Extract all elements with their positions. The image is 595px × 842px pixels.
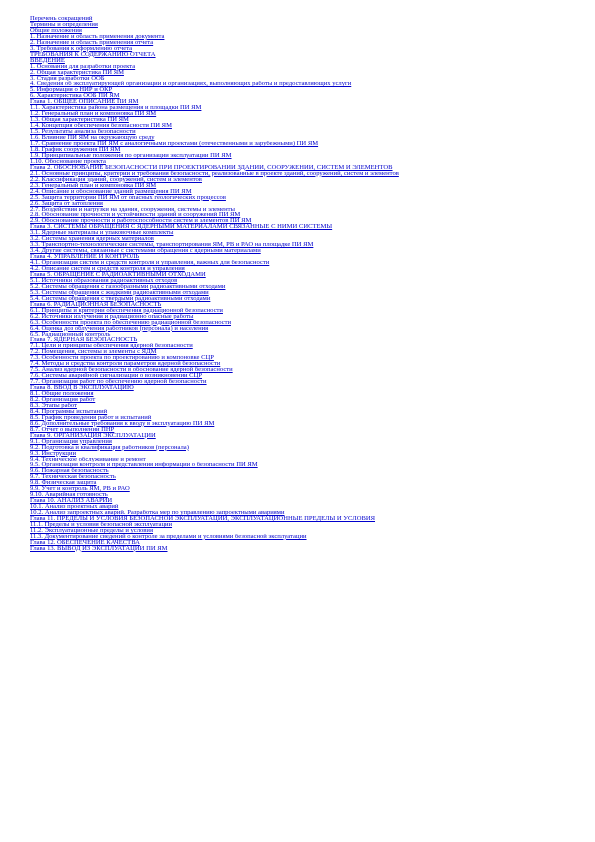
toc-link[interactable]: Глава 13. ВЫВОД ИЗ ЭКСПЛУАТАЦИИ ПИ ЯМ bbox=[30, 545, 168, 552]
toc-link[interactable]: Глава 5. ОБРАЩЕНИЕ С РАДИОАКТИВНЫМИ ОТХОДАМИ bbox=[30, 271, 206, 278]
toc-link[interactable]: 9.9. Учет и контроль ЯМ, РВ и РАО bbox=[30, 486, 130, 493]
toc-link[interactable]: 6.4. Оценка доз облучения работников (персонала) и населения bbox=[30, 325, 209, 332]
toc-link[interactable]: Глава 8. ВВОД В ЭКСПЛУАТАЦИЮ bbox=[30, 385, 134, 392]
toc-link[interactable]: 6.3. Особенности проекта по обеспечению радиационной безопасности bbox=[30, 319, 231, 326]
toc-link[interactable]: 1.6. Влияние ПИ ЯМ на окружающую среду bbox=[30, 135, 155, 142]
toc-link[interactable]: Глава 3. СИСТЕМЫ ОБРАЩЕНИЯ С ЯДЕРНЫМИ МАТЕРИАЛАМИ СВЯЗАННЫЕ С НИМИ СИСТЕМЫ bbox=[30, 224, 333, 231]
toc-link[interactable]: 1.4. Концепция обеспечения безопасности ПИ ЯМ bbox=[30, 123, 172, 130]
toc-link[interactable]: 7.7. Организация работ по обеспечению ядерной безопасности bbox=[30, 379, 207, 386]
toc-link[interactable]: 3.1. Ядерные материалы и упаковочные комплекты bbox=[30, 230, 174, 237]
toc-link[interactable]: 4. Сведения об эксплуатирующей организации и организациях, выполняющих работы и предоставляющих услуги bbox=[30, 81, 352, 88]
toc-link[interactable]: 5. Информация о НИР и ОКР bbox=[30, 87, 113, 94]
toc-link[interactable]: Глава 6. РАДИАЦИОННАЯ БЕЗОПАСНОСТЬ bbox=[30, 301, 162, 308]
toc-link[interactable]: 10.1. Анализ проектных аварий bbox=[30, 504, 119, 511]
toc-link[interactable]: 2.5. Защита территории ПИ ЯМ от опасных геологических процессов bbox=[30, 194, 226, 201]
toc-link[interactable]: 4.2. Описание систем и средств контроля и управления bbox=[30, 266, 185, 272]
toc-link[interactable]: Глава 2. ОБОСНОВАНИЕ БЕЗОПАСНОСТИ ПРИ ПРОЕКТИРОВАНИИ ЗДАНИЙ, СООРУЖЕНИЙ, СИСТЕМ И ЭЛЕМЕНТОВ bbox=[30, 164, 393, 171]
toc-link[interactable]: 3. Требования к оформлению отчета bbox=[30, 45, 133, 52]
toc-link[interactable]: 2.3. Генеральный план и компоновка ПИ ЯМ bbox=[30, 182, 157, 189]
toc-link[interactable]: Термины и определения bbox=[30, 21, 98, 28]
toc-link[interactable]: 2. Назначение и область применения отчета bbox=[30, 39, 154, 46]
toc-link[interactable]: 1. Основания для разработки проекта bbox=[30, 63, 136, 70]
toc-link[interactable]: Перечень сокращений bbox=[30, 16, 93, 22]
toc-link[interactable]: 10.2. Анализ запроектных аварий. Разработка мер по управлению запроектными авариями bbox=[30, 510, 285, 517]
toc-link[interactable]: 4.1. Организация систем и средств контроля и управления, важных для безопасности bbox=[30, 260, 270, 267]
toc-link[interactable]: 6. Характеристика ООБ ПИ ЯМ bbox=[30, 93, 120, 100]
toc-link[interactable]: 1.7. Сравнение проекта ПИ ЯМ с аналогичными проектами (отечественными и зарубежными) ПИ ЯМ bbox=[30, 141, 319, 147]
toc-link[interactable]: 9.4. Техническое обслуживание и ремонт bbox=[30, 456, 146, 463]
toc-link[interactable]: 7.1. Цели и принципы обеспечения ядерной безопасности bbox=[30, 343, 193, 350]
toc-link[interactable]: 5.2. Системы обращения с газообразными радиоактивными отходами bbox=[30, 283, 226, 290]
toc-link[interactable]: 2.6. Защита от затопления bbox=[30, 200, 103, 207]
toc-link[interactable]: Глава 7. ЯДЕРНАЯ БЕЗОПАСНОСТЬ bbox=[30, 337, 138, 344]
toc-link[interactable]: 1. Назначение и область применения документа bbox=[30, 33, 165, 40]
toc-link[interactable]: 9.3. Инструкции bbox=[30, 450, 77, 457]
toc-link[interactable]: 9.6. Пожарная безопасность bbox=[30, 468, 109, 475]
toc-link[interactable]: Глава 4. УПРАВЛЕНИЕ И КОНТРОЛЬ bbox=[30, 254, 140, 261]
toc-link[interactable]: 8.1. Общие положения bbox=[30, 391, 94, 397]
toc-link[interactable]: 9.5. Организация контроля и представления информации о безопасности ПИ ЯМ bbox=[30, 462, 258, 469]
toc-link[interactable]: 9.1. Организация управления bbox=[30, 438, 112, 445]
toc-link[interactable]: 9.2. Подготовка и квалификация работников (персонала) bbox=[30, 444, 189, 451]
toc-link[interactable]: 2.1. Основные принципы, критерии и требования безопасности, реализованные в проекте зданий, сооружений, систем и элементов bbox=[30, 170, 399, 177]
toc-link[interactable]: 11.3. Документирование сведений о контроле за пределами и условиями безопасной эксплуатации bbox=[30, 533, 307, 540]
toc-link[interactable]: Глава 10. АНАЛИЗ АВАРИЙ bbox=[30, 498, 113, 505]
toc-link[interactable]: 3. Стадия разработки ООБ bbox=[30, 75, 105, 82]
toc-link[interactable]: 8.5. График проведения работ и испытаний bbox=[30, 414, 152, 421]
toc-link[interactable]: 7.3. Особенности проекта по проектированию и компоновке СЦР bbox=[30, 355, 214, 362]
toc-link[interactable]: Глава 12. ОБЕСПЕЧЕНИЕ КАЧЕСТВА bbox=[30, 539, 140, 546]
toc-link[interactable]: 6.5. Радиационный контроль bbox=[30, 331, 111, 338]
toc-link[interactable]: 9.8. Физическая защита bbox=[30, 480, 97, 487]
toc-link[interactable]: 2.4. Описание и обоснование зданий размещения ПИ ЯМ bbox=[30, 188, 192, 195]
toc-link[interactable]: 1.5. Результаты анализа безопасности bbox=[30, 129, 136, 136]
toc-link[interactable]: 8.6. Дополнительные требования к вводу в эксплуатацию ПИ ЯМ bbox=[30, 420, 215, 427]
toc-link[interactable]: ВВЕДЕНИЕ bbox=[30, 57, 65, 64]
toc-link[interactable]: 2.9. Обоснование прочности и работоспособности систем и элементов ПИ ЯМ bbox=[30, 218, 252, 225]
toc-link[interactable]: 3.3. Транспортно-технологические системы, транспортирования ЯМ, РВ и РАО на площадке ПИ ЯМ bbox=[30, 242, 314, 249]
toc-link[interactable]: 8.7. Отчет о выполнении ПНР bbox=[30, 426, 115, 433]
toc-link[interactable]: 2.2. Классификация зданий, сооружений, систем и элементов bbox=[30, 176, 202, 183]
toc-link[interactable]: 5.3. Системы обращения с жидкими радиоактивными отходами bbox=[30, 289, 209, 296]
toc-link[interactable]: ТРЕБОВАНИЯ К СОДЕРЖАНИЮ ОТЧЕТА bbox=[30, 51, 156, 58]
toc-link[interactable]: 6.1. Принципы и критерии обеспечения радиационной безопасности bbox=[30, 307, 223, 314]
toc-link[interactable]: 1.10. Обоснование проекта bbox=[30, 158, 106, 165]
toc-link[interactable]: 2. Общая характеристика ПИ ЯМ bbox=[30, 69, 124, 76]
toc-link[interactable]: 6.2. Источники излучения и радиационно опасные работы bbox=[30, 313, 194, 320]
toc-link[interactable]: 7.6. Системы аварийной сигнализации о возникновении СЦР bbox=[30, 373, 203, 380]
toc-link[interactable]: 11.1. Пределы и условия безопасной эксплуатации bbox=[30, 522, 173, 528]
toc-link[interactable]: 7.4. Методы и средства контроля параметров ядерной безопасности bbox=[30, 361, 221, 368]
toc-link[interactable]: 8.3. Этапы работ bbox=[30, 402, 77, 409]
toc-link[interactable]: 1.3. Общая характеристика ПИ ЯМ bbox=[30, 117, 129, 124]
toc-link[interactable]: 7.5. Анализ ядерной безопасности в обоснование ядерной безопасности bbox=[30, 367, 233, 374]
toc-link[interactable]: 8.2. Организация работ bbox=[30, 397, 96, 403]
toc-link[interactable]: 3.2. Системы хранения ядерных материалов bbox=[30, 236, 154, 243]
toc-link[interactable]: 3.4. Другие системы, связанные с системами обращения с ядерными материалами bbox=[30, 248, 261, 255]
toc-link[interactable]: 5.1. Источники образования радиоактивных отходов bbox=[30, 277, 178, 284]
toc-link[interactable]: 1.8. График сооружения ПИ ЯМ bbox=[30, 146, 121, 153]
toc-link[interactable]: 11.2. Эксплуатационные пределы и условия bbox=[30, 527, 153, 534]
toc-link[interactable]: 1.9. Принципиальные положения по организации эксплуатации ПИ ЯМ bbox=[30, 152, 232, 159]
toc-link[interactable]: 8.4. Программы испытаний bbox=[30, 408, 108, 415]
toc-link[interactable]: 1.1. Характеристика района размещения и площадки ПИ ЯМ bbox=[30, 105, 202, 112]
toc-link[interactable]: Общие положения bbox=[30, 27, 82, 34]
toc-link[interactable]: 9.7. Техническая безопасность bbox=[30, 474, 116, 481]
toc-link[interactable]: 7.2. Помещения, системы и элементы с ЯДМ bbox=[30, 349, 157, 356]
toc-link[interactable]: Глава 9. ОРГАНИЗАЦИЯ ЭКСПЛУАТАЦИИ bbox=[30, 432, 156, 439]
toc-link[interactable]: 5.4. Системы обращения с твердыми радиоактивными отходами bbox=[30, 295, 211, 302]
toc-link[interactable]: Глава 1. ОБЩЕЕ ОПИСАНИЕ ПИ ЯМ bbox=[30, 99, 139, 106]
toc-link[interactable]: 1.2. Генеральный план и компоновка ПИ ЯМ bbox=[30, 111, 157, 118]
table-of-contents bbox=[30, 16, 590, 552]
toc-link[interactable]: Глава 11. ПРЕДЕЛЫ И УСЛОВИЯ БЕЗОПАСНОЙ ЭКСПЛУАТАЦИИ, ЭКСПЛУАТАЦИОННЫЕ ПРЕДЕЛЫ И УСЛОВИЯ bbox=[30, 516, 376, 523]
toc-link[interactable]: 9.10. Аварийная готовность bbox=[30, 492, 108, 499]
toc-link[interactable]: 2.7. Воздействия и нагрузки на здания, сооружения, системы и элементы bbox=[30, 206, 235, 213]
toc-link[interactable]: 2.8. Обоснование прочности и устойчивости зданий и сооружений ПИ ЯМ bbox=[30, 212, 241, 219]
